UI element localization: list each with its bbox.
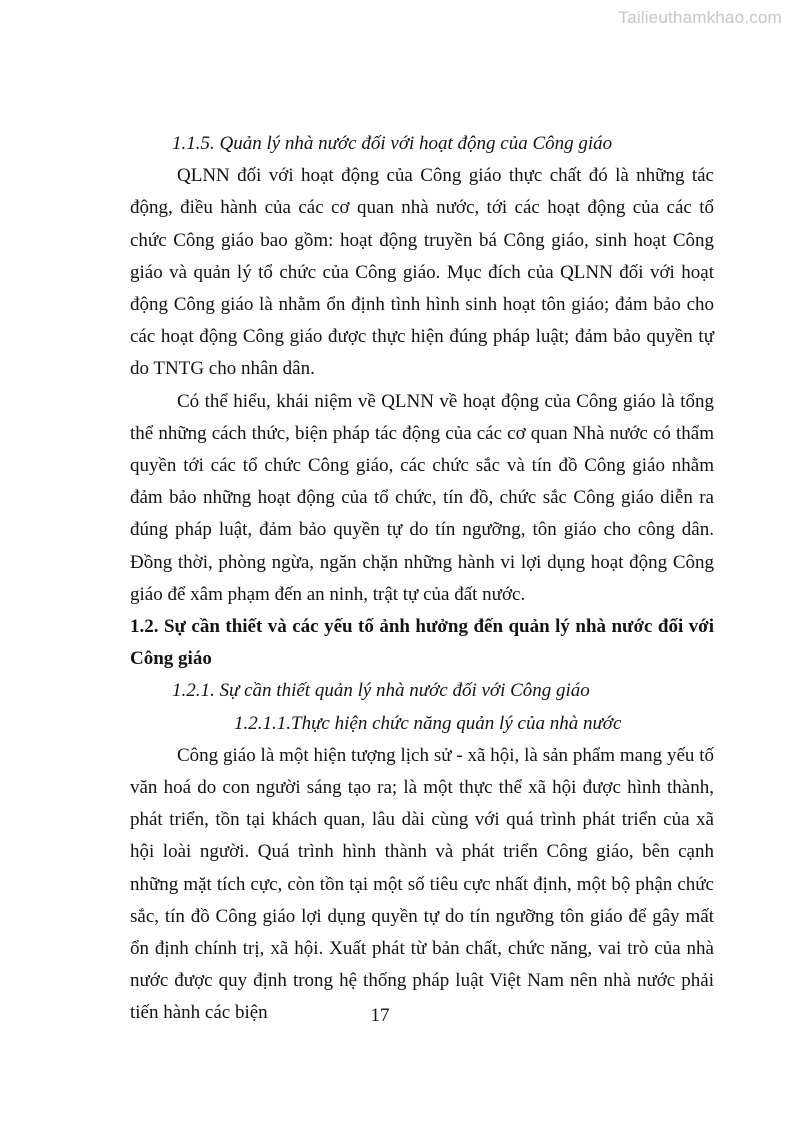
heading-1-2-1-1: 1.2.1.1.Thực hiện chức năng quản lý của nhà nước — [234, 712, 622, 734]
site-watermark: Tailieuthamkhao.com — [618, 8, 782, 27]
heading-1-2: 1.2. Sự cần thiết và các yếu tố ảnh hưởng đến quản lý nhà nước đối với Công giáo — [130, 616, 714, 670]
page-number: 17 — [370, 1005, 390, 1026]
paragraph-qlnn-concept: Có thể hiểu, khái niệm về QLNN về hoạt động của Công giáo là tổng thể những cách thức, biện pháp tác động của các cơ quan Nhà nước có thẩm quyền tới các tổ chức Công giáo, các chức sắc và tín đồ Công giáo nhằm đảm bảo những hoạt động của tổ chức, tín đồ, chức sắc Công giáo diễn ra đúng pháp luật, đảm bảo quyền tự do tín ngưỡng, tôn giáo cho công dân. Đồng thời, phòng ngừa, ngăn chặn những hành vi lợi dụng hoạt động Công giáo để xâm phạm đến an ninh, trật tự của đất nước. — [130, 390, 714, 605]
document-content — [130, 128, 714, 1030]
heading-1-2-1: 1.2.1. Sự cần thiết quản lý nhà nước đối với Công giáo — [172, 680, 590, 702]
heading-1-1-5: 1.1.5. Quản lý nhà nước đối với hoạt động của Công giáo — [172, 133, 613, 154]
paragraph-cong-giao-history: Công giáo là một hiện tượng lịch sử - xã hội, là sản phẩm mang yếu tố văn hoá do con người sáng tạo ra; là một thực thể xã hội được hình thành, phát triển, tồn tại khách quan, lâu dài cùng với quá trình phát triển của xã hội loài người. Quá trình hình thành và phát triển Công giáo, bên cạnh những mặt tích cực, còn tồn tại một số tiêu cực nhất định, một bộ phận chức sắc, tín đồ Công giáo lợi dụng quyền tự do tín ngưỡng tôn giáo để gây mất ổn định chính trị, xã hội. Xuất phát từ bản chất, chức năng, vai trò của nhà nước được quy định trong hệ thống pháp luật Việt Nam nên nhà nước phải tiến hành các biện — [130, 744, 714, 1024]
paragraph-qlnn-definition: QLNN đối với hoạt động của Công giáo thực chất đó là những tác động, điều hành của các cơ quan nhà nước, tới các hoạt động của các tổ chức Công giáo bao gồm: hoạt động truyền bá Công giáo, sinh hoạt Công giáo và quản lý tổ chức của Công giáo. Mục đích của QLNN đối với hoạt động Công giáo là nhằm ổn định tình hình sinh hoạt tôn giáo; đảm bảo cho các hoạt động Công giáo được thực hiện đúng pháp luật; đảm bảo quyền tự do TNTG cho nhân dân. — [130, 165, 714, 380]
